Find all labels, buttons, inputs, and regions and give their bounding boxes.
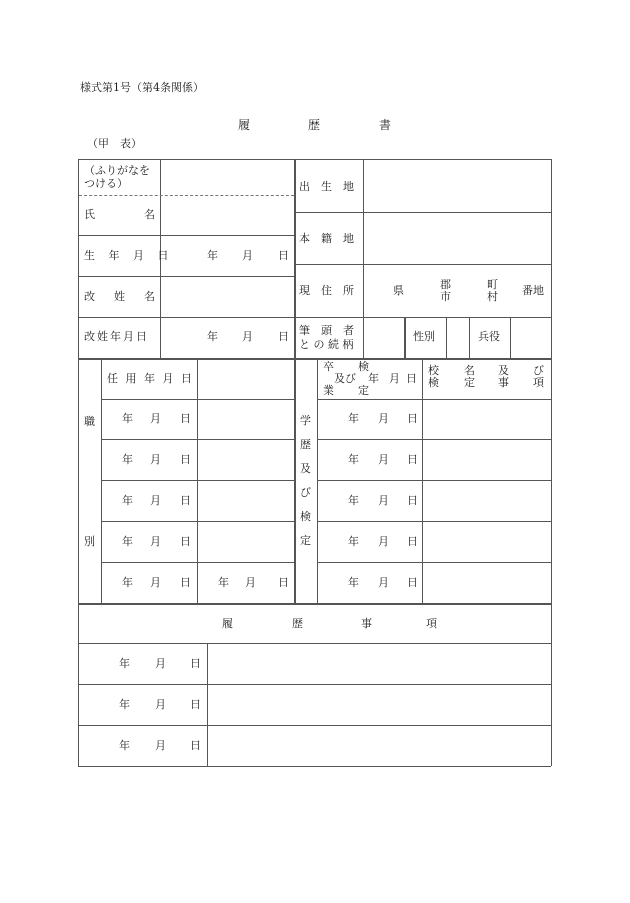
career-side-label: 職 <box>84 415 95 428</box>
year-label: 年 <box>348 576 359 589</box>
year-label: 年 <box>122 494 133 507</box>
year-label: 年 <box>119 698 130 711</box>
education-side-label-char: 定 <box>300 534 311 547</box>
rule-line <box>78 358 551 360</box>
year-label: 年 <box>122 535 133 548</box>
birthplace-label: 出 生 地 <box>299 180 354 193</box>
subtitle: （甲 表） <box>87 137 142 150</box>
education-field[interactable] <box>423 440 550 479</box>
gender-input[interactable] <box>447 318 468 357</box>
address-label: 現 住 所 <box>299 284 354 297</box>
day-label: 日 <box>180 494 191 507</box>
career-field[interactable] <box>198 481 293 520</box>
year-label: 年 <box>348 535 359 548</box>
former-name-label: 名 <box>144 290 155 303</box>
education-date-header: 定 <box>358 384 369 397</box>
career-field[interactable] <box>198 522 293 561</box>
month-label: 月 <box>378 535 389 548</box>
day-label: 日 <box>278 576 289 589</box>
month-label: 月 <box>245 576 256 589</box>
birthdate-label: 生 年 月 日 <box>84 249 174 262</box>
education-date-header: 卒 <box>323 360 334 373</box>
month-label: 月 <box>155 657 166 670</box>
month-label: 月 <box>155 739 166 752</box>
day-label: 日 <box>180 576 191 589</box>
history-header: 項 <box>426 617 437 630</box>
school-header: 校 <box>428 364 439 377</box>
form-number: 様式第1号（第4条関係） <box>80 81 204 94</box>
education-date-header: 日 <box>406 372 417 385</box>
day-label: 日 <box>190 698 201 711</box>
school-header: 名 <box>464 364 475 377</box>
name-input[interactable] <box>161 196 293 234</box>
history-header: 事 <box>361 617 372 630</box>
year-label: 年 <box>218 576 229 589</box>
day-label: 日 <box>407 453 418 466</box>
year-label: 年 <box>122 412 133 425</box>
rule-line <box>469 317 470 358</box>
name-label: 名 <box>144 208 155 221</box>
rule-line <box>78 603 551 605</box>
year-label: 年 <box>119 739 130 752</box>
education-field[interactable] <box>423 522 550 561</box>
history-entry-field[interactable] <box>208 644 550 684</box>
relation-label: 筆 頭 者 <box>299 324 354 337</box>
rule-line <box>551 159 552 766</box>
day-label: 日 <box>407 535 418 548</box>
former-name-label: 改 <box>84 290 95 303</box>
history-header: 履 <box>222 617 233 630</box>
day-label: 日 <box>180 535 191 548</box>
month-label: 月 <box>242 249 253 262</box>
school-header: 項 <box>533 376 544 389</box>
month-label: 月 <box>378 576 389 589</box>
domicile-input[interactable] <box>364 213 550 263</box>
career-field[interactable] <box>198 563 293 602</box>
education-date-header: 月 <box>389 372 400 385</box>
career-side-label: 別 <box>84 535 95 548</box>
education-field[interactable] <box>423 400 550 439</box>
education-date-header: 年 <box>368 372 379 385</box>
birthplace-input[interactable] <box>364 160 550 211</box>
school-header: 及 <box>498 364 509 377</box>
history-entry-field[interactable] <box>208 726 550 766</box>
day-label: 日 <box>278 249 289 262</box>
address-unit: 番地 <box>522 284 544 297</box>
education-field[interactable] <box>423 481 550 520</box>
education-side-label-char: 及 <box>300 462 311 475</box>
name-label: 氏 <box>84 208 95 221</box>
education-date-header: 業 <box>323 384 334 397</box>
rule-line <box>404 317 406 358</box>
domicile-label: 本 籍 地 <box>299 232 354 245</box>
relation-label: と の 続 柄 <box>299 338 354 351</box>
history-header: 歴 <box>292 617 303 630</box>
name-change-date-input[interactable] <box>161 318 293 357</box>
school-header: 事 <box>498 376 509 389</box>
rule-line <box>78 766 551 767</box>
month-label: 月 <box>378 412 389 425</box>
career-field[interactable] <box>198 440 293 479</box>
month-label: 月 <box>155 698 166 711</box>
furigana-label: （ふりがなを つける） <box>84 164 150 190</box>
month-label: 月 <box>150 412 161 425</box>
education-side-label-char: 検 <box>300 510 311 523</box>
school-header: 定 <box>464 376 475 389</box>
month-label: 月 <box>150 535 161 548</box>
school-header: 検 <box>428 376 439 389</box>
rule-line <box>294 358 296 603</box>
year-label: 年 <box>119 657 130 670</box>
month-label: 月 <box>242 330 253 343</box>
military-label: 兵役 <box>478 330 500 343</box>
month-label: 月 <box>378 453 389 466</box>
education-side-label-char: 学 <box>300 414 311 427</box>
history-entry-field[interactable] <box>208 685 550 725</box>
year-label: 年 <box>207 330 218 343</box>
title-char: 書 <box>379 118 392 132</box>
education-field[interactable] <box>423 563 550 602</box>
year-label: 年 <box>122 576 133 589</box>
appointment-date-label: 任 用 年 月 日 <box>107 372 194 385</box>
furigana-input[interactable] <box>161 160 293 194</box>
month-label: 月 <box>150 494 161 507</box>
education-date-header: 及び <box>334 372 356 385</box>
career-field[interactable] <box>198 400 293 439</box>
year-label: 年 <box>122 453 133 466</box>
month-label: 月 <box>150 453 161 466</box>
education-side-label-char: 歴 <box>300 438 311 451</box>
address-unit: 村 <box>487 290 498 303</box>
year-label: 年 <box>207 249 218 262</box>
former-name-input[interactable] <box>161 277 293 316</box>
day-label: 日 <box>190 739 201 752</box>
address-unit: 町 <box>487 278 498 291</box>
title-char: 歴 <box>308 118 321 132</box>
year-label: 年 <box>348 412 359 425</box>
birthdate-input[interactable] <box>161 236 293 275</box>
relation-input[interactable] <box>364 318 403 357</box>
rule-line <box>294 159 296 358</box>
day-label: 日 <box>180 412 191 425</box>
year-label: 年 <box>348 453 359 466</box>
education-side-label-char: び <box>300 486 311 499</box>
name-change-date-label: 改姓年月日 <box>84 330 149 343</box>
day-label: 日 <box>190 657 201 670</box>
day-label: 日 <box>407 494 418 507</box>
career-field[interactable] <box>198 359 293 398</box>
school-header: び <box>533 364 544 377</box>
gender-label: 性別 <box>413 330 435 343</box>
day-label: 日 <box>278 330 289 343</box>
month-label: 月 <box>150 576 161 589</box>
year-label: 年 <box>348 494 359 507</box>
address-unit: 市 <box>440 290 451 303</box>
day-label: 日 <box>407 576 418 589</box>
day-label: 日 <box>407 412 418 425</box>
day-label: 日 <box>180 453 191 466</box>
address-unit: 郡 <box>440 278 451 291</box>
education-date-header: 検 <box>358 360 369 373</box>
rule-line <box>78 159 79 766</box>
address-unit: 県 <box>393 284 404 297</box>
title-char: 履 <box>238 118 251 132</box>
military-input[interactable] <box>511 318 550 357</box>
month-label: 月 <box>378 494 389 507</box>
former-name-label: 姓 <box>114 290 125 303</box>
